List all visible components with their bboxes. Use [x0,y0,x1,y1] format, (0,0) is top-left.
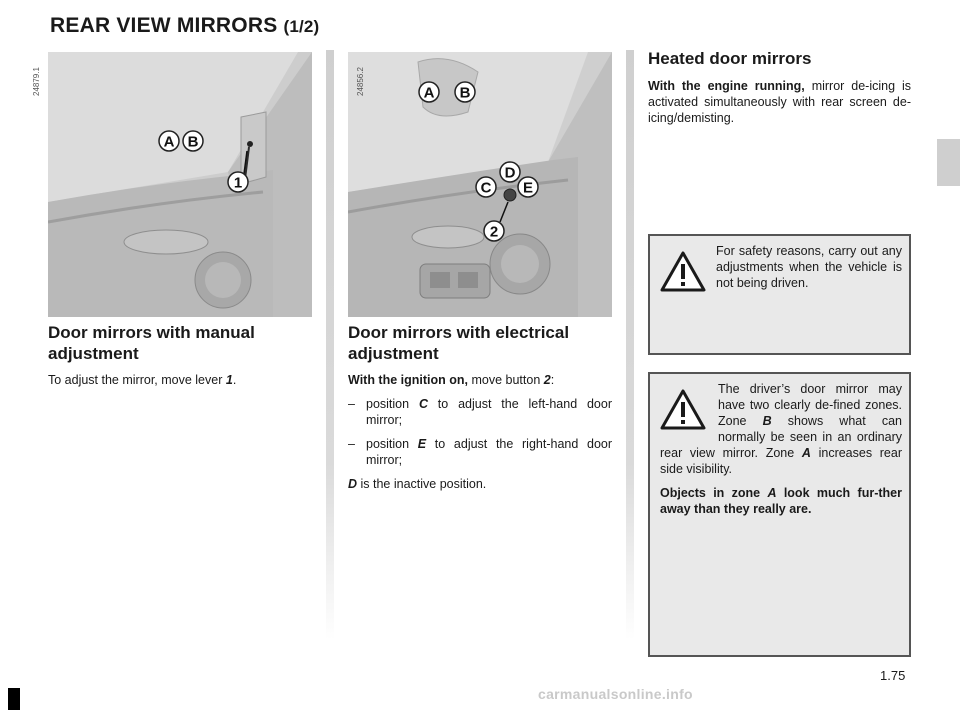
svg-text:D: D [504,164,516,182]
section-electrical [348,322,612,492]
title-part: (1/2) [283,17,320,36]
svg-text:1: 1 [233,174,243,192]
page-number: 1.75 [880,668,906,683]
warning-triangle-icon [660,250,706,292]
section-heated [648,48,911,126]
list-item: – position C to adjust the left-hand door mirror; [348,397,613,427]
paragraph: With the engine running, mirror de-icing is activated simultaneously with rear screen de-icing/demisting. [648,79,911,125]
section-manual [48,322,312,388]
warning-box-safety [648,234,911,355]
svg-text:C: C [480,179,492,197]
watermark: carmanualsonline.info [538,686,693,702]
door-illustration [348,52,612,317]
photo-manual-mirror [48,52,312,317]
mirror-control-button [504,189,516,201]
svg-text:B: B [459,84,471,102]
chapter-tab [937,139,960,186]
mirror-lever [247,141,253,147]
column-divider [326,50,334,640]
image-ref-left: 24879.1 [32,67,41,96]
list-item: – position E to adjust the right-hand door mirror; [348,437,613,467]
callout-C [476,177,496,197]
section-heading: Door mirrors with electrical adjustment [348,323,570,363]
page-title [50,14,319,38]
svg-text:2: 2 [489,223,499,241]
page-marker [8,688,20,710]
callout-A [159,131,179,151]
door-illustration [48,52,312,317]
callout-B [455,82,475,102]
callout-1 [228,172,248,192]
callout-A [419,82,439,102]
svg-text:A: A [163,133,175,151]
svg-text:E: E [522,179,534,197]
column-divider [626,50,634,640]
callout-B [183,131,203,151]
callout-D [500,162,520,182]
image-ref-middle: 24856.2 [356,67,365,96]
section-heading: Heated door mirrors [648,49,812,68]
paragraph: D is the inactive position. [348,477,487,491]
callout-2 [484,221,504,241]
warning-text: The driver’s door mirror may have two clearly de-fined zones. Zone B shows what can normally be seen in an ordinary rear view mirror. Zone A increases rear side visibility. Objects in zone A look much fur-ther away than they really are. [660,382,902,516]
callout-E [518,177,538,197]
svg-text:A: A [423,84,435,102]
warning-text: For safety reasons, carry out any adjustments when the vehicle is not being driven. [716,244,902,290]
paragraph: To adjust the mirror, move lever 1. [48,373,237,387]
section-heading: Door mirrors with manual adjustment [48,323,255,363]
paragraph: With the ignition on, move button 2: [348,373,555,387]
warning-box-mirror-zones [648,372,911,657]
svg-text:B: B [187,133,199,151]
ref-lever: 1 [225,373,233,387]
photo-electrical-mirror [348,52,612,317]
title-text: REAR VIEW MIRRORS [50,14,278,37]
